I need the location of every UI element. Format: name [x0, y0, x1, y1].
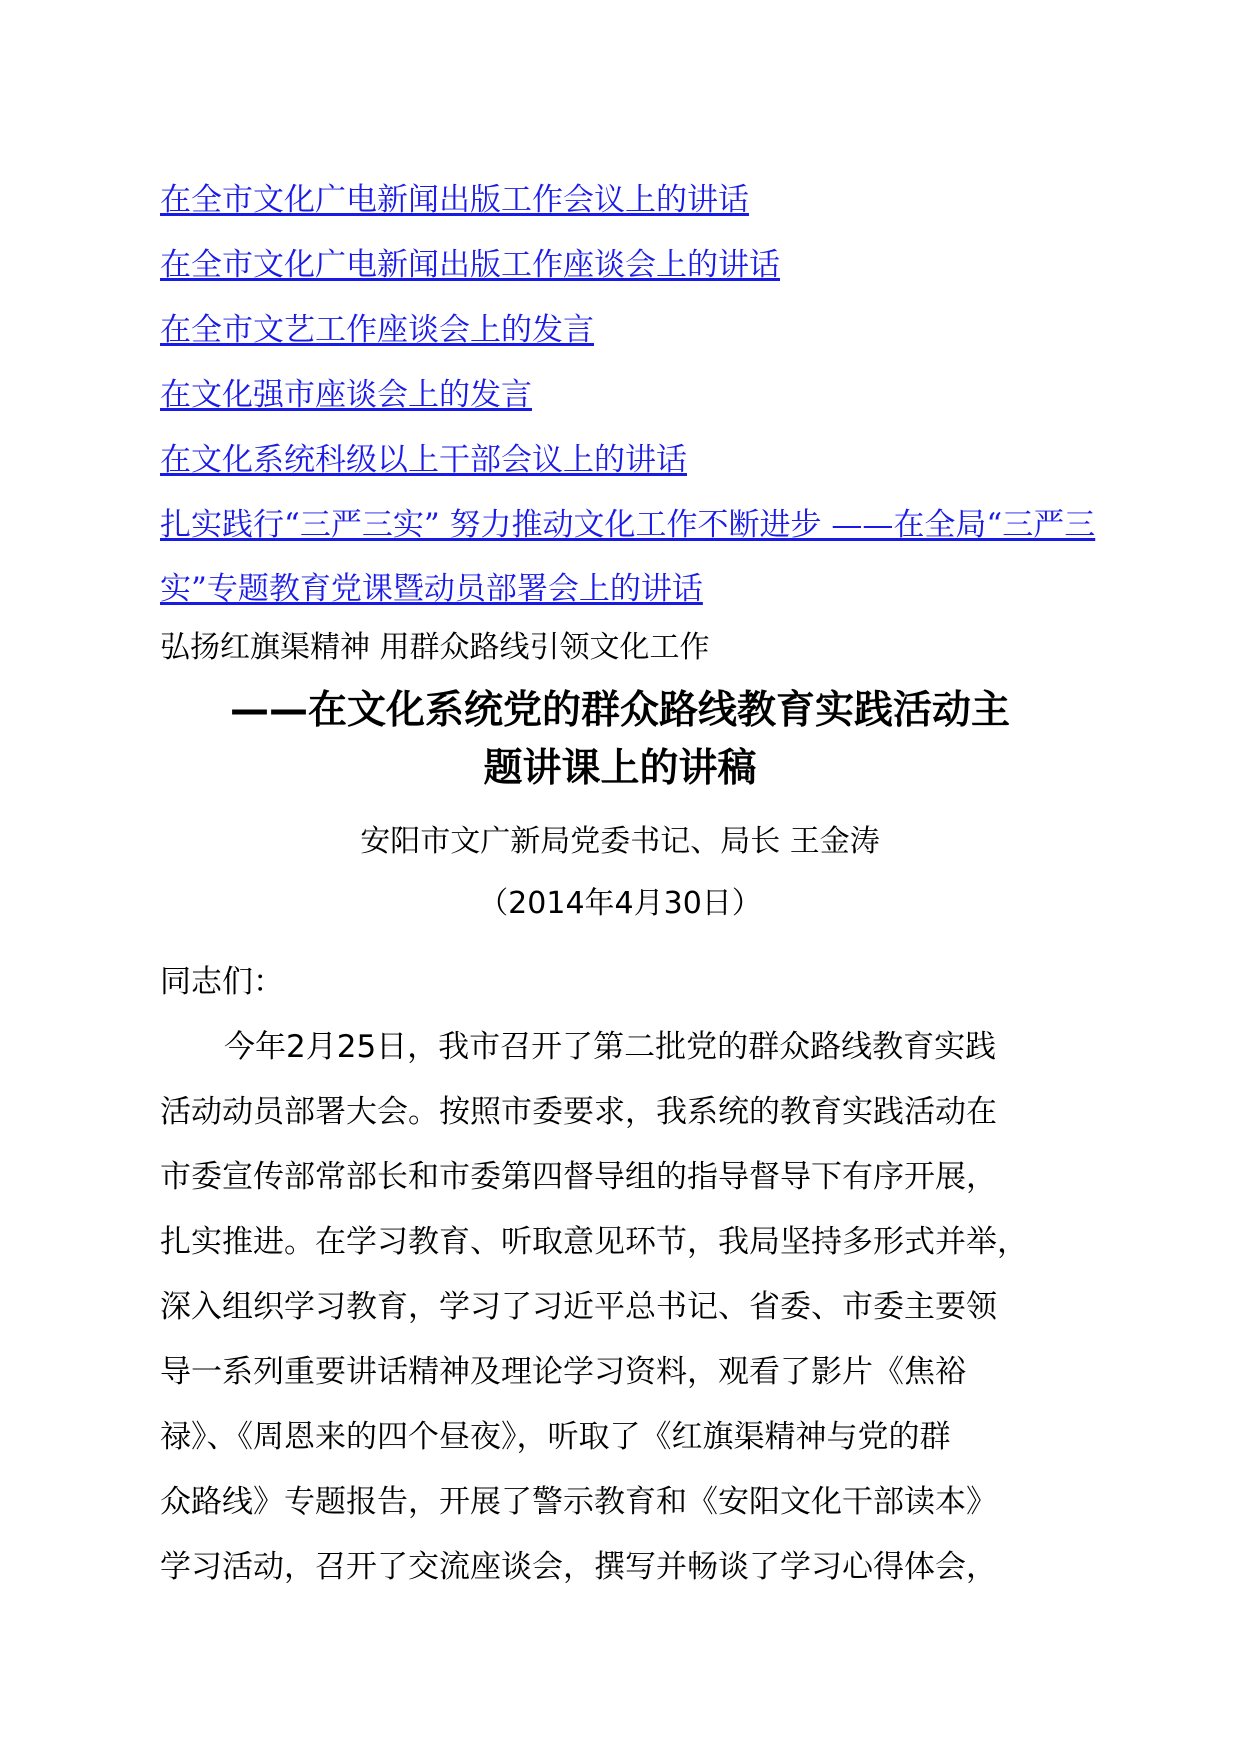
paragraph-line: 深入组织学习教育，学习了习近平总书记、省委、市委主要领 [160, 1289, 997, 1325]
paragraph-line: 导一系列重要讲话精神及理论学习资料，观看了影片《焦裕 [160, 1354, 966, 1390]
link-item-4[interactable]: 在文化强市座谈会上的发言 [160, 377, 532, 413]
link-item-5[interactable]: 在文化系统科级以上干部会议上的讲话 [160, 442, 687, 478]
link-item-2[interactable]: 在全市文化广电新闻出版工作座谈会上的讲话 [160, 247, 780, 283]
speech-subtitle: 弘扬红旗渠精神 用群众路线引领文化工作 [160, 630, 710, 665]
link-item-3[interactable]: 在全市文艺工作座谈会上的发言 [160, 312, 594, 348]
paragraph-line: 学习活动，召开了交流座谈会，撰写并畅谈了学习心得体会， [160, 1549, 997, 1585]
paragraph-line: 市委宣传部常部长和市委第四督导组的指导督导下有序开展， [160, 1159, 997, 1195]
author-line: 安阳市文广新局党委书记、局长 王金涛 [360, 824, 880, 859]
speech-body [160, 950, 1120, 1600]
speech-title [150, 682, 1090, 798]
link-item-6[interactable]: 扎实践行“三严三实” 努力推动文化工作不断进步 ——在全局“三严三实”专题教育党课暨动员部署会上的讲话 [160, 507, 1096, 607]
paragraph-line: 众路线》专题报告，开展了警示教育和《安阳文化干部读本》 [160, 1484, 997, 1520]
paragraph-line: 禄》、《周恩来的四个昼夜》，听取了《红旗渠精神与党的群 [160, 1419, 951, 1455]
title-line-2: 题讲课上的讲稿 [483, 746, 757, 791]
related-links-list [160, 168, 1100, 621]
link-item-1[interactable]: 在全市文化广电新闻出版工作会议上的讲话 [160, 182, 749, 218]
date-line: （2014年4月30日） [478, 886, 762, 921]
title-line-1: ——在文化系统党的群众路线教育实践活动主 [229, 688, 1010, 733]
greeting: 同志们： [160, 964, 284, 1000]
paragraph-1 [160, 1015, 1120, 1600]
paragraph-line: 今年2月25日，我市召开了第二批党的群众路线教育实践 [224, 1029, 997, 1065]
paragraph-line: 活动动员部署大会。按照市委要求，我系统的教育实践活动在 [160, 1094, 997, 1130]
paragraph-line: 扎实推进。在学习教育、听取意见环节，我局坚持多形式并举， [160, 1224, 1028, 1260]
